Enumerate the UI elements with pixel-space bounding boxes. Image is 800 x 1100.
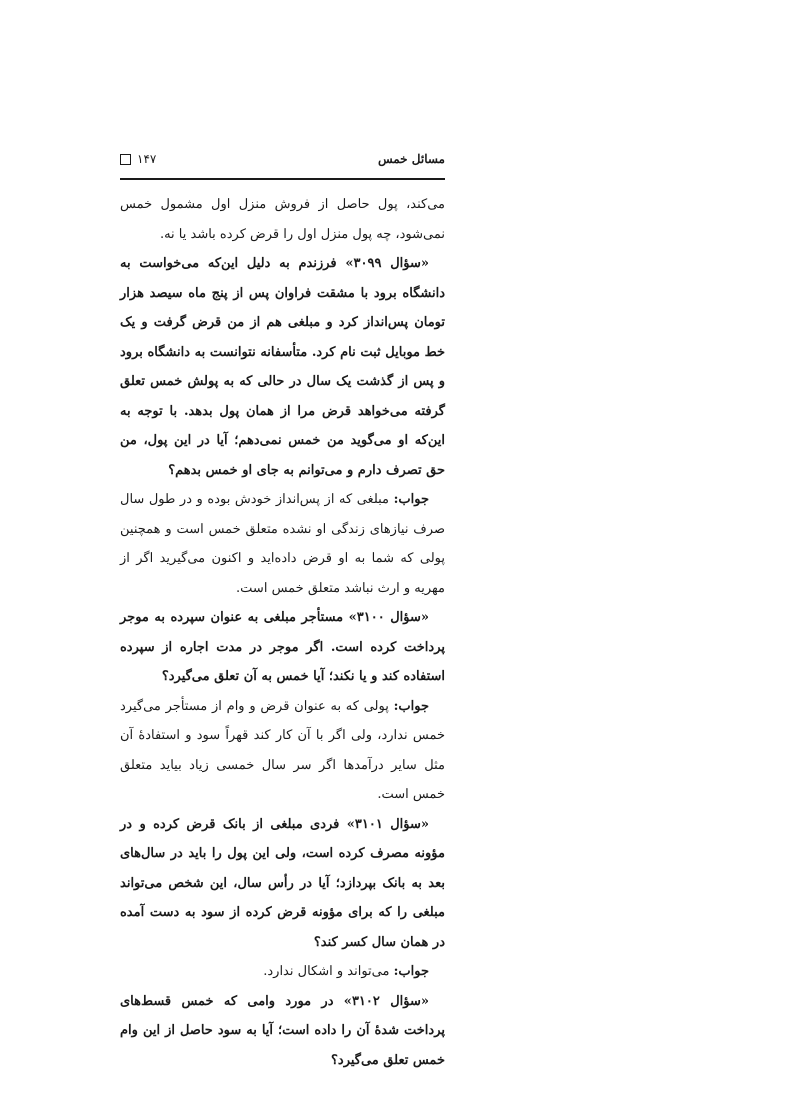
question-3099: «سؤال ۳۰۹۹» فرزندم به دلیل این‌که می‌خواست به دانشگاه برود با مشقت فراوان پس از پنج ماه سیصد هزار تومان پس‌انداز کرد و مبلغی هم از من قرض گرفت و یک خط موبایل ثبت نام کرد. متأسفانه نتوانست به دانشگاه برود و پس از گذشت یک سال در حالی که به پولش خمس تعلق گرفته می‌خواهد قرض مرا از همان پول بدهد. با توجه به این‌که او می‌گوید من خمس نمی‌دهم؛ آیا در این پول، من حق تصرف دارم و می‌توانم به جای او خمس بدهم؟	[120, 256, 445, 478]
square-ornament-icon	[120, 154, 131, 165]
answer-3101	[120, 957, 445, 987]
answer-label: جواب:	[393, 492, 429, 507]
answer-text: مبلغی که از پس‌انداز خودش بوده و در طول سال صرف نیازهای زندگی او نشده متعلق خمس است و همچنین پولی که شما به او قرض داده‌اید و اکنون می‌گیرید اگر از مهریه و ارث نباشد متعلق خمس است.	[120, 492, 445, 596]
answer-text: پولی که به عنوان قرض و وام از مستأجر می‌گیرد خمس ندارد، ولی اگر با آن کار کند قهراً سود و استفادهٔ آن مثل سایر درآمدها اگر سر سال خمسی زیاد بیاید متعلق خمس است.	[120, 698, 445, 802]
page-number: ۱۴۷	[137, 152, 157, 166]
answer-3100	[120, 692, 445, 810]
page-body	[120, 190, 445, 1075]
answer-text: می‌تواند و اشکال ندارد.	[263, 964, 394, 979]
running-title: مسائل خمس	[377, 152, 445, 166]
page-header	[120, 150, 445, 172]
question-3101: «سؤال ۳۱۰۱» فردی مبلغی از بانک قرض کرده و در مؤونه مصرف کرده است، ولی این پول را باید در سال‌های بعد به بانک بپردازد؛ آیا در رأس سال، این شخص می‌تواند مبلغی را که برای مؤونه قرض کرده از سود به دست آمده در همان سال کسر کند؟	[120, 816, 445, 950]
answer-label: جواب:	[393, 964, 429, 979]
header-rule	[120, 178, 445, 180]
page-number-group	[120, 152, 156, 166]
question-3102: «سؤال ۳۱۰۲» در مورد وامی که خمس قسط‌های پرداخت شدهٔ آن را داده است؛ آیا به سود حاصل از این وام خمس تعلق می‌گیرد؟	[120, 993, 445, 1068]
question-3100: «سؤال ۳۱۰۰» مستأجر مبلغی به عنوان سپرده به موجر پرداخت کرده است. اگر موجر در مدت اجاره از سپرده استفاده کند و یا نکند؛ آیا خمس به آن تعلق می‌گیرد؟	[120, 610, 445, 684]
answer-3099	[120, 485, 445, 603]
paragraph-continued: می‌کند، پول حاصل از فروش منزل اول مشمول خمس نمی‌شود، چه پول منزل اول را قرض کرده باشد یا نه.	[120, 197, 445, 242]
answer-label: جواب:	[393, 698, 429, 714]
